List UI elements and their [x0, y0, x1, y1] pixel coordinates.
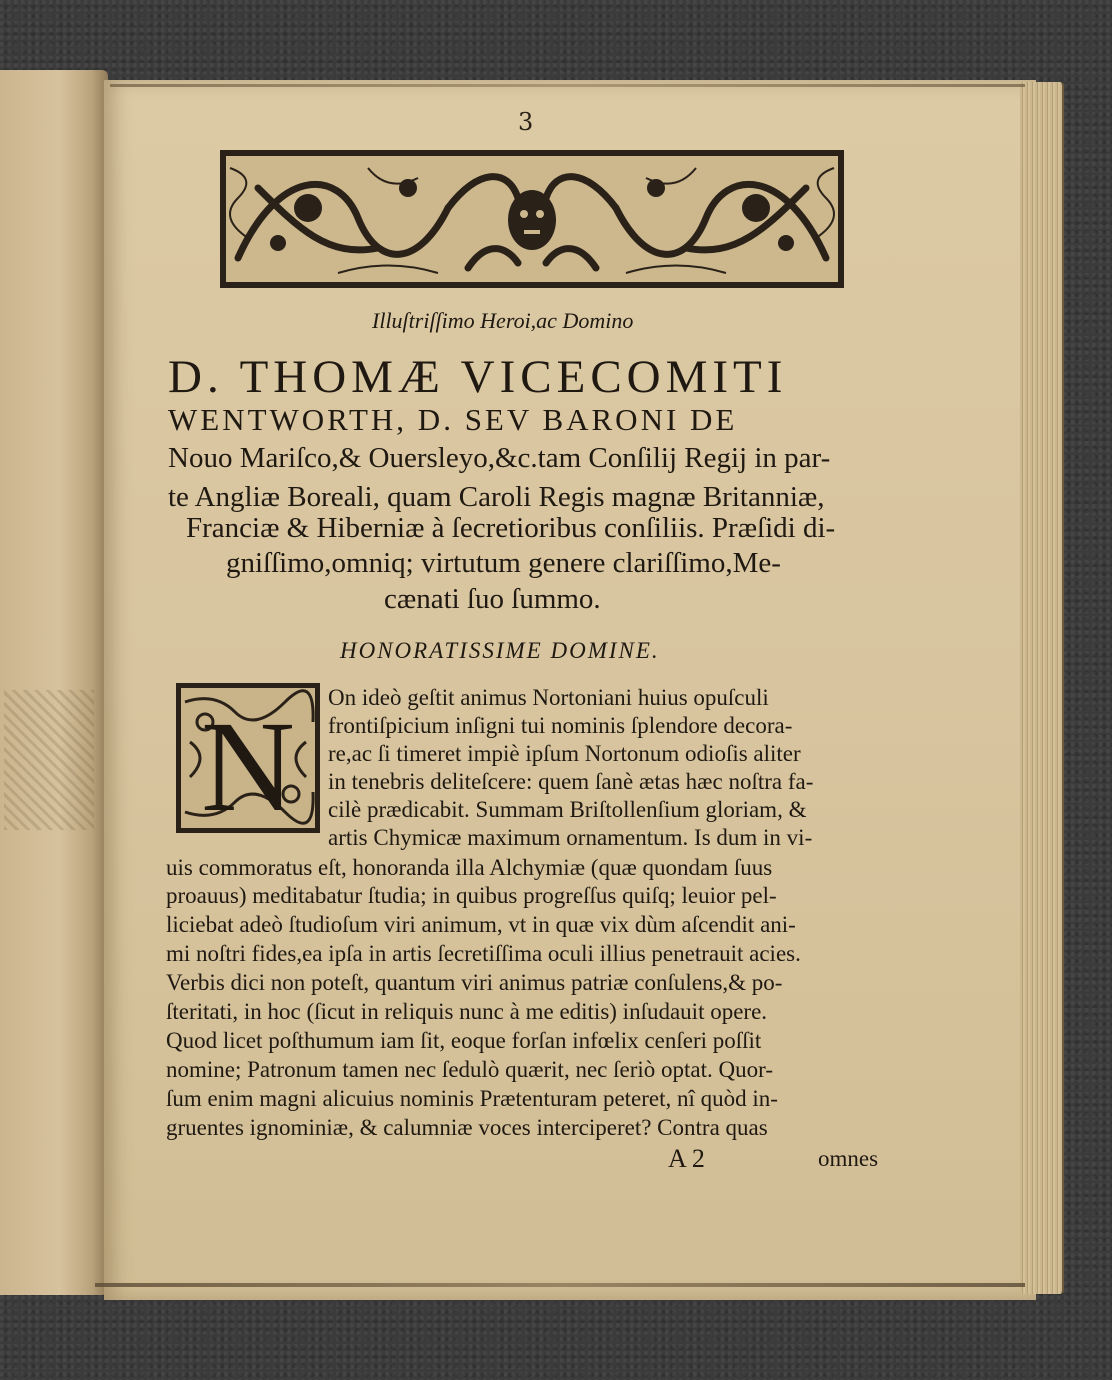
body-line: On ideò geſtit animus Nortoniani huius opuſculi	[328, 685, 769, 710]
body-line: Verbis dici non poteſt, quantum viri animus patriæ conſulens,& po-	[166, 970, 783, 995]
page-top-edge	[110, 84, 1025, 87]
body-line: liciebat adeò ſtudioſum viri animum, vt in quæ vix dùm aſcendit ani-	[166, 912, 796, 937]
body-line: nomine; Patronum tamen nec ſedulò quærit, nec ſeriò optat. Quor-	[166, 1057, 773, 1082]
body-line: gruentes ignominiæ, & calumniæ voces interciperet? Contra quas	[166, 1115, 768, 1140]
title-line: Franciæ & Hiberniæ à ſecretioribus conſiliis. Præſidi di-	[186, 512, 836, 544]
body-line: in tenebris deliteſcere: quem ſanè ætas hæc noſtra fa-	[328, 769, 814, 794]
page-bottom-edge	[95, 1283, 1025, 1287]
page-number: 3	[518, 108, 534, 136]
body-line: ſum enim magni alicuius nominis Prætenturam peteret, nî quòd in-	[166, 1086, 778, 1111]
dedication-line: Illuſtriſſimo Heroi,ac Domino	[372, 308, 634, 333]
left-page-bleedthrough-initial	[4, 690, 94, 830]
svg-text:N: N	[201, 695, 295, 834]
body-line: artis Chymicæ maximum ornamentum. Is dum in vi-	[328, 825, 813, 850]
body-line: ſteritati, in hoc (ſicut in reliquis nunc à me editis) inſudauit opere.	[166, 999, 768, 1024]
title-line: Nouo Mariſco,& Ouersleyo,&c.tam Conſilij Regij in par-	[168, 442, 831, 474]
body-line: Quod licet poſthumum iam ſit, eoque forſan infœlix cenſeri poſſit	[166, 1028, 762, 1053]
title-line: cænati ſuo ſummo.	[384, 583, 601, 615]
body-line: re,ac ſi timeret impiè ipſum Nortonum odioſis aliter	[328, 741, 801, 766]
body-line: frontiſpicium inſigni tui nominis ſplendore decora-	[328, 713, 793, 738]
left-page-edge	[0, 70, 108, 1295]
body-line: mi noſtri fides,ea ipſa in artis ſecretiſſima oculi illius penetrauit acies.	[166, 941, 801, 966]
title-line: gniſſimo,omniq; virtutum genere clariſſimo,Me-	[226, 547, 781, 579]
title-line: te Angliæ Boreali, quam Caroli Regis magnæ Britanniæ,	[168, 481, 825, 513]
decorated-initial-n	[175, 682, 321, 834]
body-line: proauus) meditabatur ſtudia; in quibus progreſſus quiſq; leuior pel-	[166, 883, 777, 908]
dedicatee-name: D. THOMÆ VICECOMITI	[168, 351, 788, 403]
signature-mark: A 2	[668, 1144, 705, 1173]
salutation: HONORATISSIME DOMINE.	[340, 638, 660, 663]
catchword: omnes	[818, 1146, 879, 1171]
ornamental-headpiece	[218, 148, 846, 290]
body-line: cilè prædicabit. Summam Briſtollenſium gloriam, &	[328, 797, 807, 822]
body-line: uis commoratus eſt, honoranda illa Alchymiæ (quæ quondam ſuus	[166, 855, 773, 880]
page-edges	[1020, 82, 1064, 1294]
title-line: WENTWORTH, D. SEV BARONI DE	[168, 402, 738, 437]
